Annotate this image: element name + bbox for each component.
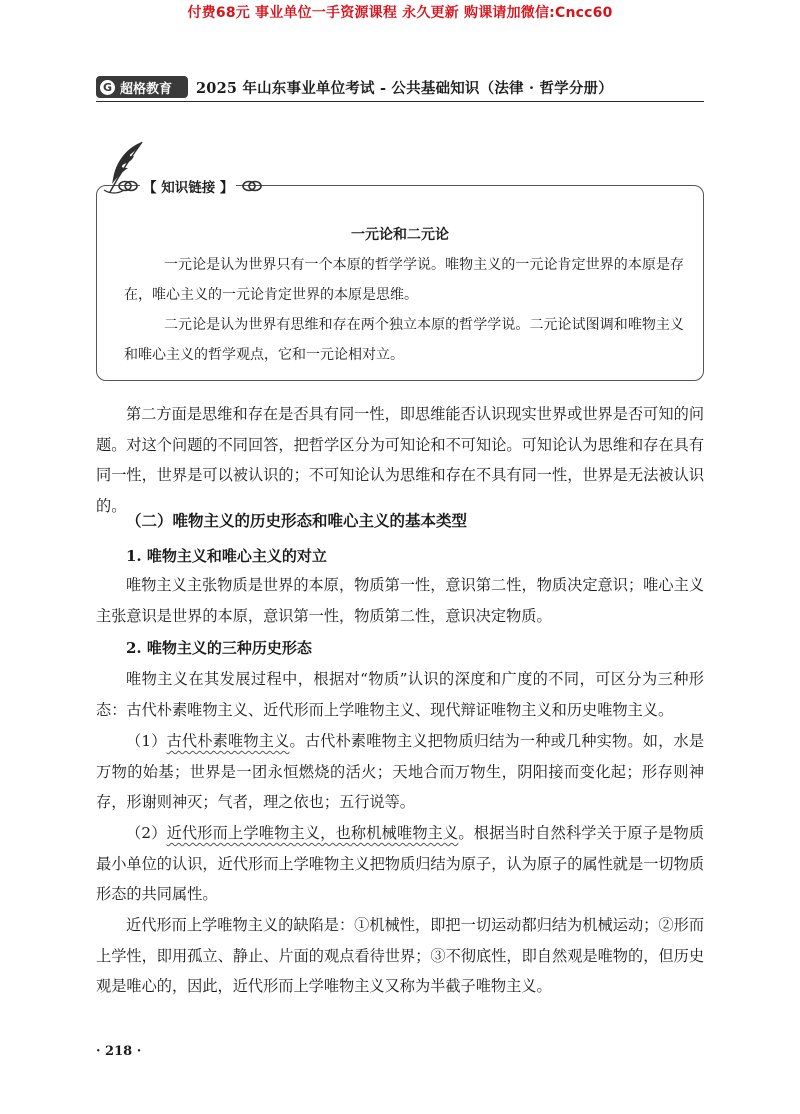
logo-text: 超格教育	[120, 81, 173, 97]
knowledge-link-tag	[118, 174, 266, 198]
item-text: 。根据当时自然科学关于原子是物质最小单位的认识，近代形而上学唯物主义把物质归结为原子，认为原子的属性就是一切物质形态的共同属性。	[96, 824, 705, 903]
logo-mark-icon: G	[100, 80, 115, 95]
section-heading: （二）唯物主义的历史形态和唯心主义的基本类型	[126, 511, 468, 530]
watermark-banner: 付费68元 事业单位一手资源课程 永久更新 购课请加微信:Cncc60	[187, 5, 613, 21]
knowledge-paragraph-monism: 一元论是认为世界只有一个本原的哲学学说。唯物主义的一元论肯定世界的本原是存在，唯心主义的一元论肯定世界的本原是思维。	[124, 257, 684, 303]
knowledge-paragraph-dualism: 二元论是认为世界有思维和存在两个独立本原的哲学学说。二元论试图调和唯物主义和唯心主义的哲学观点，它和一元论相对立。	[124, 317, 684, 363]
subheading-opposition: 1. 唯物主义和唯心主义的对立	[126, 547, 327, 565]
term-modern-metaphysical: 近代形而上学唯物主义，也称机械唯物主义	[166, 824, 459, 842]
chain-link-icon	[242, 179, 262, 193]
item-text: 。古代朴素唯物主义把物质归结为一种或几种实物。如，水是万物的始基；世界是一团永恒燃烧的活火；天地合而万物生，阴阳接而变化起；形存则神存，形谢则神灭；气者，理之依也；五行说等。	[96, 732, 705, 811]
running-title: 2025 年山东事业单位考试 - 公共基础知识（法律 · 哲学分册）	[196, 80, 613, 97]
header-divider	[96, 101, 704, 102]
item-number: （1）	[126, 732, 167, 750]
knowledge-link-label: 【 知识链接 】	[140, 176, 236, 196]
publisher-logo	[96, 76, 188, 98]
paragraph-opposition: 唯物主义主张物质是世界的本原，物质第一性，意识第二性，物质决定意识；唯心主义主张意识是世界的本原，意识第一性，物质第二性，意识决定物质。	[96, 576, 704, 625]
subheading-three-forms: 2. 唯物主义的三种历史形态	[126, 639, 312, 657]
paragraph-modern-metaphysical	[96, 818, 704, 910]
paragraph-second-aspect: 第二方面是思维和存在是否具有同一性，即思维能否认识现实世界或世界是否可知的问题。对这个问题的不同回答，把哲学区分为可知论和不可知论。可知论认为思维和存在具有同一性，世界是可以被认识的；不可知论认为思维和存在不具有同一性，世界是无法被认识的。	[96, 405, 704, 515]
term-ancient-materialism: 古代朴素唯物主义	[166, 732, 290, 750]
page-number: · 218 ·	[96, 1044, 142, 1059]
page-header	[96, 76, 706, 100]
chain-link-icon	[118, 179, 138, 193]
paragraph-defects: 近代形而上学唯物主义的缺陷是：①机械性，即把一切运动都归结为机械运动；②形而上学性，即用孤立、静止、片面的观点看待世界；③不彻底性，即自然观是唯物的，但历史观是唯心的，因此，近代形而上学唯物主义又称为半截子唯物主义。	[96, 916, 704, 995]
paragraph-three-forms: 唯物主义在其发展过程中，根据对“物质”认识的深度和广度的不同，可区分为三种形态：古代朴素唯物主义、近代形而上学唯物主义、现代辩证唯物主义和历史唯物主义。	[96, 670, 704, 719]
item-number: （2）	[126, 824, 167, 842]
paragraph-ancient-materialism	[96, 726, 704, 818]
knowledge-box-title: 一元论和二元论	[351, 227, 449, 243]
